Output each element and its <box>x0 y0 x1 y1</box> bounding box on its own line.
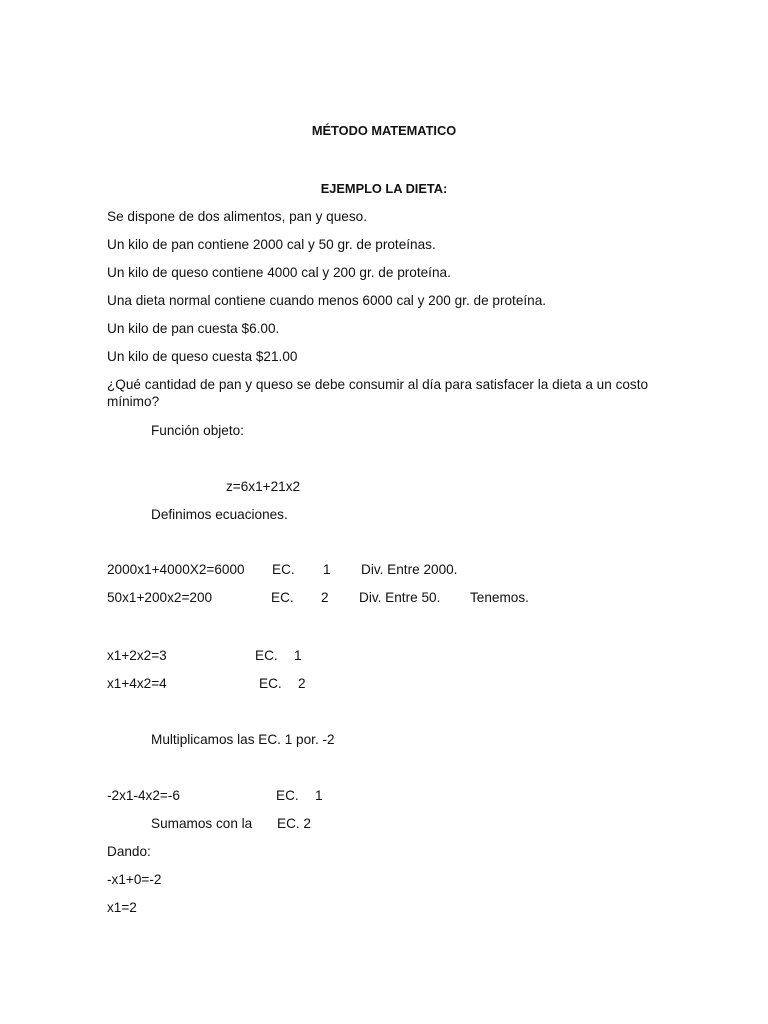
equation-expr: -2x1-4x2=-6 <box>107 788 180 803</box>
equation-number: 1 <box>315 788 323 803</box>
equation-expr: x1+4x2=4 <box>107 676 167 691</box>
equation-ec: EC. <box>255 648 278 663</box>
equation-ec: EC. <box>259 676 282 691</box>
sumamos-text: Sumamos con la <box>151 816 253 831</box>
paragraph-5: Un kilo de pan cuesta $6.00. <box>107 321 280 336</box>
paragraph-question: ¿Qué cantidad de pan y queso se debe consumir al día para satisfacer la dieta a un costo mínimo? <box>107 377 649 409</box>
equation-number: 2 <box>321 590 329 605</box>
funcion-objeto-label: Función objeto: <box>151 423 244 438</box>
equation-number: 1 <box>323 562 331 577</box>
dando-text: Dando: <box>107 844 151 859</box>
equation-expr: 2000x1+4000X2=6000 <box>107 562 245 577</box>
multiplicamos-text: Multiplicamos las EC. 1 por. -2 <box>151 732 335 747</box>
equation-note: Div. Entre 50. <box>359 590 441 605</box>
equation-expr: 50x1+200x2=200 <box>107 590 213 605</box>
equation-expr: x1+2x2=3 <box>107 648 167 663</box>
funcion-objeto-expr: z=6x1+21x2 <box>226 479 301 494</box>
equation-note: Div. Entre 2000. <box>361 562 458 577</box>
document-title: MÉTODO MATEMATICO <box>311 123 457 138</box>
result-line-1: -x1+0=-2 <box>107 872 162 887</box>
equation-extra: Tenemos. <box>470 590 529 605</box>
paragraph-6: Un kilo de queso cuesta $21.00 <box>107 349 298 364</box>
paragraph-1: Se dispone de dos alimentos, pan y queso. <box>107 209 367 224</box>
paragraph-4: Una dieta normal contiene cuando menos 6000 cal y 200 gr. de proteína. <box>107 293 547 308</box>
paragraph-2: Un kilo de pan contiene 2000 cal y 50 gr. de proteínas. <box>107 237 436 252</box>
document-subtitle: EJEMPLO LA DIETA: <box>320 181 448 196</box>
sumamos-ec: EC. 2 <box>277 816 311 831</box>
definimos-text: Definimos ecuaciones. <box>151 507 288 522</box>
equation-number: 1 <box>294 648 302 663</box>
equation-ec: EC. <box>272 562 295 577</box>
equation-ec: EC. <box>276 788 299 803</box>
equation-number: 2 <box>298 676 306 691</box>
equation-ec: EC. <box>271 590 294 605</box>
paragraph-3: Un kilo de queso contiene 4000 cal y 200 gr. de proteína. <box>107 265 451 280</box>
result-line-2: x1=2 <box>107 900 137 915</box>
